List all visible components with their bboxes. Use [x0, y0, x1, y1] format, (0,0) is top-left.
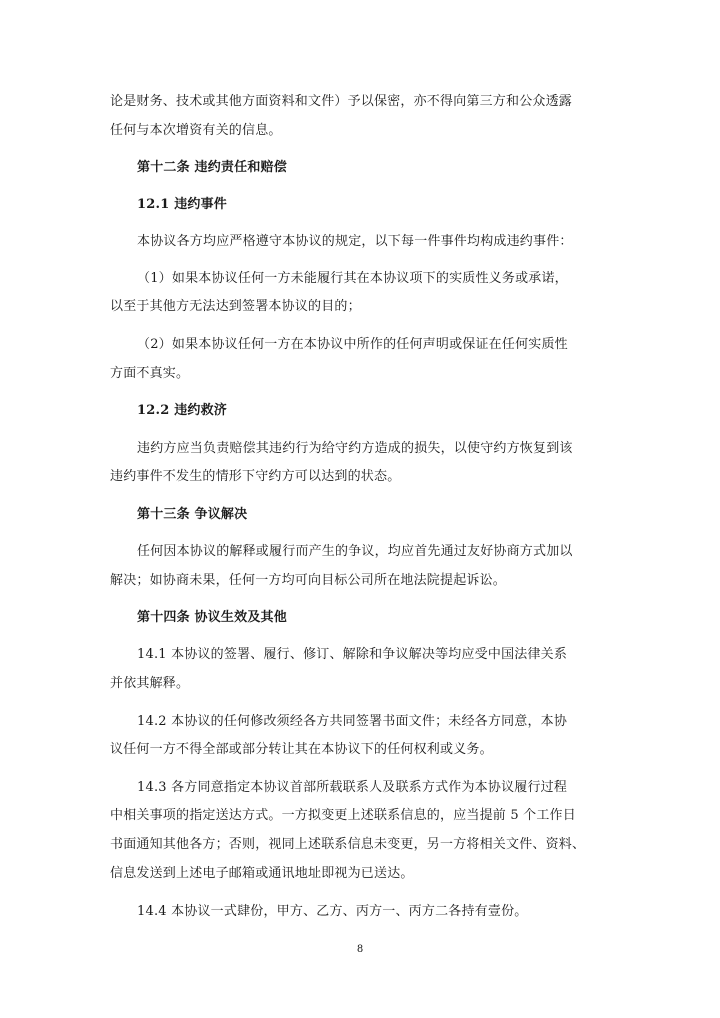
article-13-heading: 第十三条 争议解决 — [137, 507, 248, 522]
breach-item-2-line-2: 方面不真实。 — [110, 366, 190, 381]
section-14-1-line-2: 并依其解释。 — [110, 676, 190, 691]
confidentiality-para-line-1: 论是财务、技术或其他方面资料和文件）予以保密，亦不得向第三方和公众透露 — [110, 94, 573, 109]
breach-item-1-line-2: 以至于其他方无法达到签署本协议的目的； — [110, 299, 361, 314]
article-12-heading: 第十二条 违约责任和赔偿 — [137, 160, 287, 175]
section-14-4-line-1: 14.4 本协议一式肆份，甲方、乙方、丙方一、丙方二各持有壹份。 — [137, 904, 528, 919]
section-12-1-intro: 本协议各方均应严格遵守本协议的规定，以下每一件事件均构成违约事件： — [137, 234, 573, 249]
article-13-line-2: 解决；如协商未果，任何一方均可向目标公司所在地法院提起诉讼。 — [110, 573, 507, 588]
section-14-3-line-4: 信息发送到上述电子邮箱或通讯地址即视为已送达。 — [110, 866, 414, 881]
section-14-3-line-2: 中相关事项的指定送达方式。一方拟变更上述联系信息的，应当提前 5 个工作日 — [110, 808, 576, 823]
confidentiality-para-line-2: 任何与本次增资有关的信息。 — [110, 123, 282, 138]
article-14-heading: 第十四条 协议生效及其他 — [137, 610, 287, 625]
section-12-1-heading: 12.1 违约事件 — [137, 197, 227, 212]
section-14-3-line-3: 书面通知其他各方；否则，视同上述联系信息未变更，另一方将相关文件、资料、 — [110, 837, 586, 852]
section-12-2-line-2: 违约事件不发生的情形下守约方可以达到的状态。 — [110, 469, 401, 484]
section-14-1-line-1: 14.1 本协议的签署、履行、修订、解除和争议解决等均应受中国法律关系 — [137, 647, 568, 662]
section-14-2-line-1: 14.2 本协议的任何修改须经各方共同签署书面文件；未经各方同意，本协 — [137, 714, 568, 729]
breach-item-1-line-1: （1）如果本协议任何一方未能履行其在本协议项下的实质性义务或承诺， — [137, 271, 568, 286]
article-13-line-1: 任何因本协议的解释或履行而产生的争议，均应首先通过友好协商方式加以 — [137, 544, 573, 559]
page-number: 8 — [356, 944, 364, 955]
section-14-3-line-1: 14.3 各方同意指定本协议首部所载联系人及联系方式作为本协议履行过程 — [137, 780, 568, 795]
breach-item-2-line-1: （2）如果本协议任何一方在本协议中所作的任何声明或保证在任何实质性 — [137, 337, 568, 352]
section-14-2-line-2: 议任何一方不得全部或部分转让其在本协议下的任何权利或义务。 — [110, 742, 493, 757]
section-12-2-heading: 12.2 违约救济 — [137, 403, 227, 418]
section-12-2-line-1: 违约方应当负责赔偿其违约行为给守约方造成的损失，以使守约方恢复到该 — [137, 441, 573, 456]
